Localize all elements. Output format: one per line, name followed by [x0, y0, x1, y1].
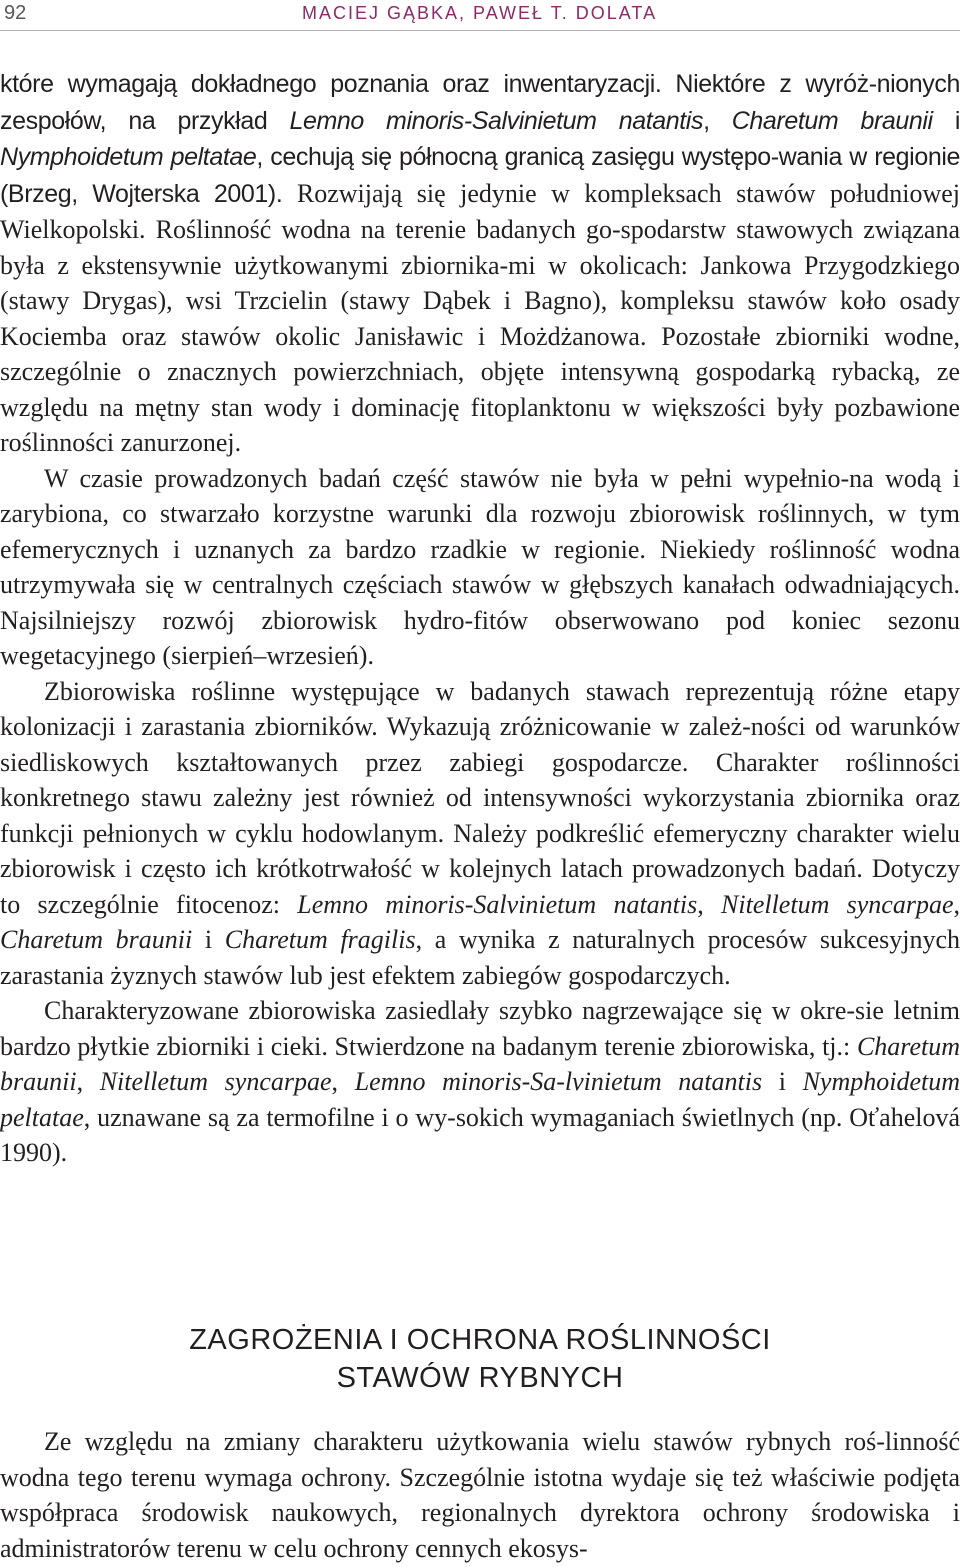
paragraph-5: Ze względu na zmiany charakteru użytkowania wielu stawów rybnych roś-linność wodna tego terenu wymaga ochrony. Szczególnie istotna wydaje się też właściwie podjęta współpraca środowisk naukowych, regionalnych dyrektora ochrony środowiska i administratorów terenu w celu ochrony cennych ekosys- — [0, 1427, 960, 1563]
paragraph-1-text-c: i — [932, 106, 960, 135]
section-heading — [0, 1321, 960, 1397]
page-number: 92 — [4, 2, 27, 24]
taxon-name: Nitelletum syncarpae — [721, 889, 954, 919]
paragraph-3-text-b: , — [697, 889, 722, 919]
taxon-name: Nymphoidetum peltatae — [0, 1067, 960, 1132]
paragraph-1-text-e: Rozwijają się jedynie w kompleksach stawów południowej Wielkopolski. Roślinność wodna na terenie badanych go-spodarstw stawowych związana była z ekstensywnie użytkowanymi zbiornika-mi w okolicach: Jankowa Przygodzkiego (stawy Drygas), wsi Trzcielin (stawy Dąbek i Bagno), kompleksu stawów koło osady Kociemba oraz stawów okolic Janisławic i Możdżanowa. Pozostałe zbiorniki wodne, szczególnie o znacznych powierzchniach, objęte intensywną gospodarką rybacką, ze względu na mętny stan wody i dominację fitoplanktonu w większości były pozbawione roślinności zanurzonej. — [0, 178, 960, 457]
main-text — [0, 66, 960, 1171]
taxon-name: Charetum fragilis — [224, 925, 416, 954]
paragraph-3 — [0, 674, 960, 994]
taxon-name: Charetum braunii — [731, 106, 933, 135]
taxon-name: Charetum braunii — [0, 925, 193, 954]
paragraph-3-text-c: , — [953, 889, 960, 919]
taxon-name: Lemno minoris-Salvinietum natantis — [297, 889, 698, 919]
paragraph-3-text-a: Zbiorowiska roślinne występujące w badanych stawach reprezentują różne etapy kolonizacji i zarastania zbiorników. Wykazują zróżnicowanie w zależ-ności od warunków siedliskowych kształtowanych przez zabiegi gospodarcze. Charakter roślinności konkretnego stawu zależny jest również od intensywności wykorzystania zbiornika oraz funkcji pełnionych w cyklu hodowlanym. Należy podkreślić efemeryczny charakter wielu zbiorowisk i często ich krótkotrwałość w kolejnych latach prowadzonych badań. Dotyczy to szczególnie fitocenoz: — [0, 676, 960, 919]
paragraph-1-text-b: , — [703, 106, 732, 135]
paragraph-2: W czasie prowadzonych badań część stawów nie była w pełni wypełnio-na wodą i zarybiona, co stwarzało korzystne warunki dla rozwoju zbiorowisk roślinnych, w tym efemerycznych i uznanych za bardzo rzadkie w regionie. Niekiedy roślinność wodna utrzymywała się w centralnych częściach stawów w głębszych kanałach odwadniających. Najsilniejszy rozwój zbiorowisk hydro-fitów obserwowano pod koniec sezonu wegetacyjnego (sierpień–wrzesień). — [0, 463, 960, 670]
paragraph-4-text-a: Charakteryzowane zbiorowiska zasiedlały szybko nagrzewające się w okre-sie letnim bardzo płytkie zbiorniki i cieki. Stwierdzone na badanym terenie zbiorowiska, tj.: — [0, 996, 960, 1061]
section-heading-line-2: STAWÓW RYBNYCH — [336, 1362, 624, 1394]
paragraph-3-text-e: , a wynika z naturalnych procesów sukcesyjnych zarastania żyznych stawów lub jest efektem zabiegów gospodarczych. — [0, 925, 960, 990]
taxon-name: Nitelletum syncarpae — [99, 1067, 332, 1096]
paragraph-4-text-b: , — [76, 1067, 100, 1096]
paragraph-4-text-c: , — [331, 1067, 355, 1096]
section-heading-line-1: ZAGROŻENIA I OCHRONA ROŚLINNOŚCI — [189, 1324, 771, 1356]
taxon-name: Nymphoidetum peltatae — [0, 143, 257, 171]
paragraph-3-text-d: i — [192, 925, 225, 954]
running-title: MACIEJ GĄBKA, PAWEŁ T. DOLATA — [302, 3, 658, 23]
paragraph-4-text-e: , uznawane są za termofilne i o wy-sokich wymaganiach świetlnych (np. Oťahelová 1990). — [0, 1102, 960, 1167]
running-header — [0, 0, 960, 31]
paragraph-1-text-a: które wymagają dokładnego poznania oraz inwentaryzacji. Niektóre z wyróż-nionych zespołów, na przykład — [0, 70, 960, 135]
section-text — [0, 1424, 960, 1566]
paragraph-4 — [0, 993, 960, 1171]
paragraph-4-text-d: i — [762, 1067, 803, 1096]
paragraph-1-text-d: , cechują się północną granicą zasięgu występo-wania w regionie (Brzeg, Wojterska 2001). — [0, 143, 960, 208]
paragraph-1 — [0, 66, 960, 461]
taxon-name: Lemno minoris-Sa-lvinietum natantis — [354, 1067, 763, 1096]
taxon-name: Lemno minoris-Salvinietum natantis — [289, 106, 704, 135]
taxon-name: Charetum braunii — [0, 1031, 960, 1096]
